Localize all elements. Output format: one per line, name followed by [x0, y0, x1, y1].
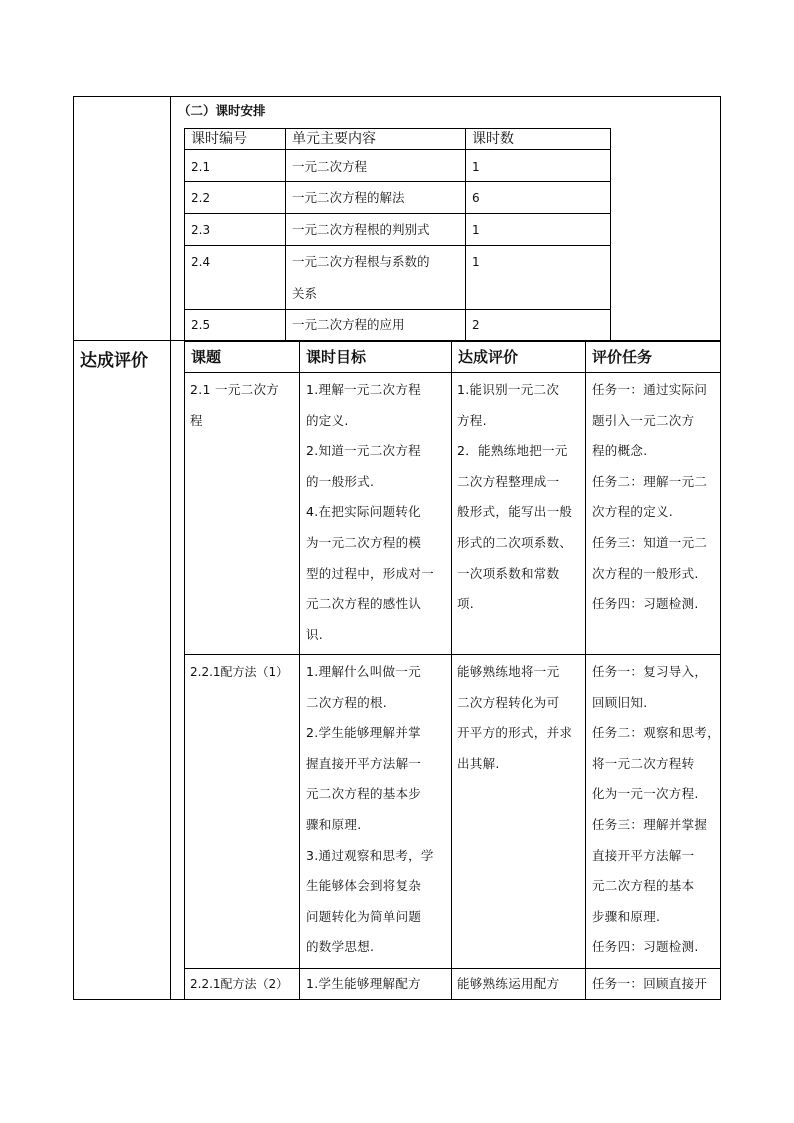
schedule-row-id: 2.3: [191, 223, 211, 237]
schedule-row-id: 2.1: [191, 160, 211, 174]
schedule-row-hours: 1: [472, 160, 480, 174]
text-line: 出其解.: [457, 755, 500, 771]
schedule-row-line: [184, 181, 611, 182]
eval-row-topic: [190, 969, 288, 1000]
text-line: 3.通过观察和思考，学: [306, 847, 434, 863]
text-line: 项.: [457, 596, 475, 612]
schedule-row-id: 2.4: [191, 255, 211, 269]
text-line: 2．能熟练地把一元: [457, 443, 568, 459]
text-line: 任务二：理解一元二: [592, 473, 708, 489]
text-line: 化为一元一次方程.: [592, 786, 699, 802]
eval-row-tasks: [592, 969, 707, 1000]
text-line: 次方程的定义.: [592, 504, 674, 520]
schedule-col-line: [285, 128, 286, 340]
text-line: 任务一：回顾直接开: [592, 976, 708, 991]
text-line: 任务三：知道一元二: [592, 534, 708, 550]
text-line: 直接开平方法解一: [592, 847, 695, 863]
eval-row-topic: [190, 375, 279, 436]
eval-col-line: [585, 341, 586, 1000]
text-line: 题引入一元二次方: [592, 412, 695, 428]
schedule-row-hours: 1: [472, 223, 480, 237]
schedule-header-hours: 课时数: [472, 131, 514, 147]
text-line: 元二次方程的基本: [592, 878, 695, 894]
text-line: 的一般形式.: [306, 473, 375, 489]
section-label-evaluation: 达成评价: [80, 351, 148, 371]
schedule-row-content: 一元二次方程根的判别式: [292, 222, 430, 237]
text-line: 程: [190, 412, 203, 428]
text-line: 为一元二次方程的模: [306, 534, 422, 550]
schedule-row-line: [184, 245, 611, 246]
eval-row-line: [184, 341, 721, 342]
outer-right-border: [720, 96, 721, 1000]
schedule-header-id: 课时编号: [191, 131, 247, 147]
schedule-row-hours: 6: [472, 191, 480, 205]
eval-row-line: [184, 372, 721, 373]
eval-col-line: [451, 341, 452, 1000]
text-line: 任务二：观察和思考，: [592, 725, 721, 741]
text-line: 问题转化为简单问题: [306, 908, 422, 924]
eval-row-goals: [306, 375, 434, 650]
text-line: 任务四：习题检测.: [592, 596, 699, 612]
text-line: 任务三：理解并掌握: [592, 816, 708, 832]
text-line: 步骤和原理.: [592, 908, 661, 924]
text-line: 型的过程中，形成对一: [306, 565, 435, 581]
schedule-header-content: 单元主要内容: [292, 131, 376, 147]
schedule-row-content: 一元二次方程的解法: [292, 190, 405, 205]
text-line: 能够熟练运用配方: [457, 976, 560, 991]
schedule-col-line: [610, 128, 611, 340]
eval-row-topic: [190, 657, 288, 688]
text-line: 将一元二次方程转: [592, 755, 695, 771]
eval-header-topic: 课题: [191, 348, 222, 366]
outer-left-border: [73, 96, 74, 1000]
eval-row-assessment: [457, 657, 572, 779]
text-line: 一次项系数和常数: [457, 565, 560, 581]
schedule-row-content: 一元二次方程: [292, 159, 368, 174]
eval-header-tasks: 评价任务: [592, 348, 653, 366]
text-line: 1.理解什么叫做一元: [306, 664, 421, 679]
eval-header-goals: 课时目标: [306, 348, 367, 366]
text-line: 1.理解一元二次方程: [306, 382, 421, 397]
schedule-row-id: 2.5: [191, 318, 211, 332]
text-line: 骤和原理.: [306, 816, 362, 832]
schedule-row-content: 一元二次方程根与系数的: [292, 254, 430, 269]
schedule-row-id: 2.2: [191, 191, 211, 205]
label-column-divider: [170, 96, 171, 1000]
text-line: 元二次方程的基本步: [306, 786, 422, 802]
eval-col-line: [299, 341, 300, 1000]
schedule-col-line: [465, 128, 466, 340]
text-line: 2.知道一元二次方程: [306, 443, 421, 459]
eval-row-assessment: [457, 969, 559, 1000]
text-line: 生能够体会到将复杂: [306, 878, 422, 894]
text-line: 回顾旧知.: [592, 694, 648, 710]
schedule-row-hours: 2: [472, 318, 480, 332]
text-line: 般形式，能写出一般: [457, 504, 573, 520]
text-line: 程的概念.: [592, 443, 648, 459]
text-line: 任务四：习题检测.: [592, 939, 699, 955]
eval-row-assessment: [457, 375, 572, 620]
text-line: 的定义.: [306, 412, 349, 428]
text-line: 1.学生能够理解配方: [306, 976, 421, 991]
text-line: 方程.: [457, 412, 487, 428]
text-line: 识.: [306, 626, 324, 642]
text-line: 4.在把实际问题转化: [306, 504, 421, 520]
text-line: 开平方的形式，并求: [457, 725, 573, 741]
schedule-row-line: [184, 149, 611, 150]
text-line: 1.能识别一元二次: [457, 382, 560, 397]
text-line: 2.2.1配方法（1）: [190, 665, 289, 679]
text-line: 二次方程整理成一: [457, 473, 560, 489]
schedule-row-content: 关系: [292, 286, 318, 301]
eval-row-line: [184, 654, 721, 655]
text-line: 2.1 一元二次方: [190, 382, 280, 397]
text-line: 2.2.1配方法（2）: [190, 977, 289, 991]
schedule-heading: （二）课时安排: [178, 103, 266, 118]
text-line: 形式的二次项系数、: [457, 534, 573, 550]
text-line: 元二次方程的感性认: [306, 596, 422, 612]
eval-row-goals: [306, 657, 434, 963]
eval-row-tasks: [592, 657, 720, 963]
eval-row-goals: [306, 969, 421, 1000]
text-line: 的数学思想.: [306, 939, 375, 955]
schedule-row-line: [184, 128, 611, 129]
text-line: 任务一：通过实际问: [592, 382, 708, 397]
text-line: 任务一：复习导入，: [592, 664, 708, 679]
eval-row-tasks: [592, 375, 707, 620]
schedule-col-line: [184, 128, 185, 340]
text-line: 二次方程转化为可: [457, 694, 560, 710]
eval-col-line: [184, 341, 185, 1000]
schedule-row-hours: 1: [472, 255, 480, 269]
text-line: 2.学生能够理解并掌: [306, 725, 421, 741]
text-line: 握直接开平方法解一: [306, 755, 422, 771]
text-line: 二次方程的根.: [306, 694, 388, 710]
eval-header-assessment: 达成评价: [458, 348, 519, 366]
schedule-row-content: 一元二次方程的应用: [292, 317, 405, 332]
text-line: 能够熟练地将一元: [457, 664, 560, 679]
schedule-row-line: [184, 213, 611, 214]
text-line: 次方程的一般形式.: [592, 565, 699, 581]
